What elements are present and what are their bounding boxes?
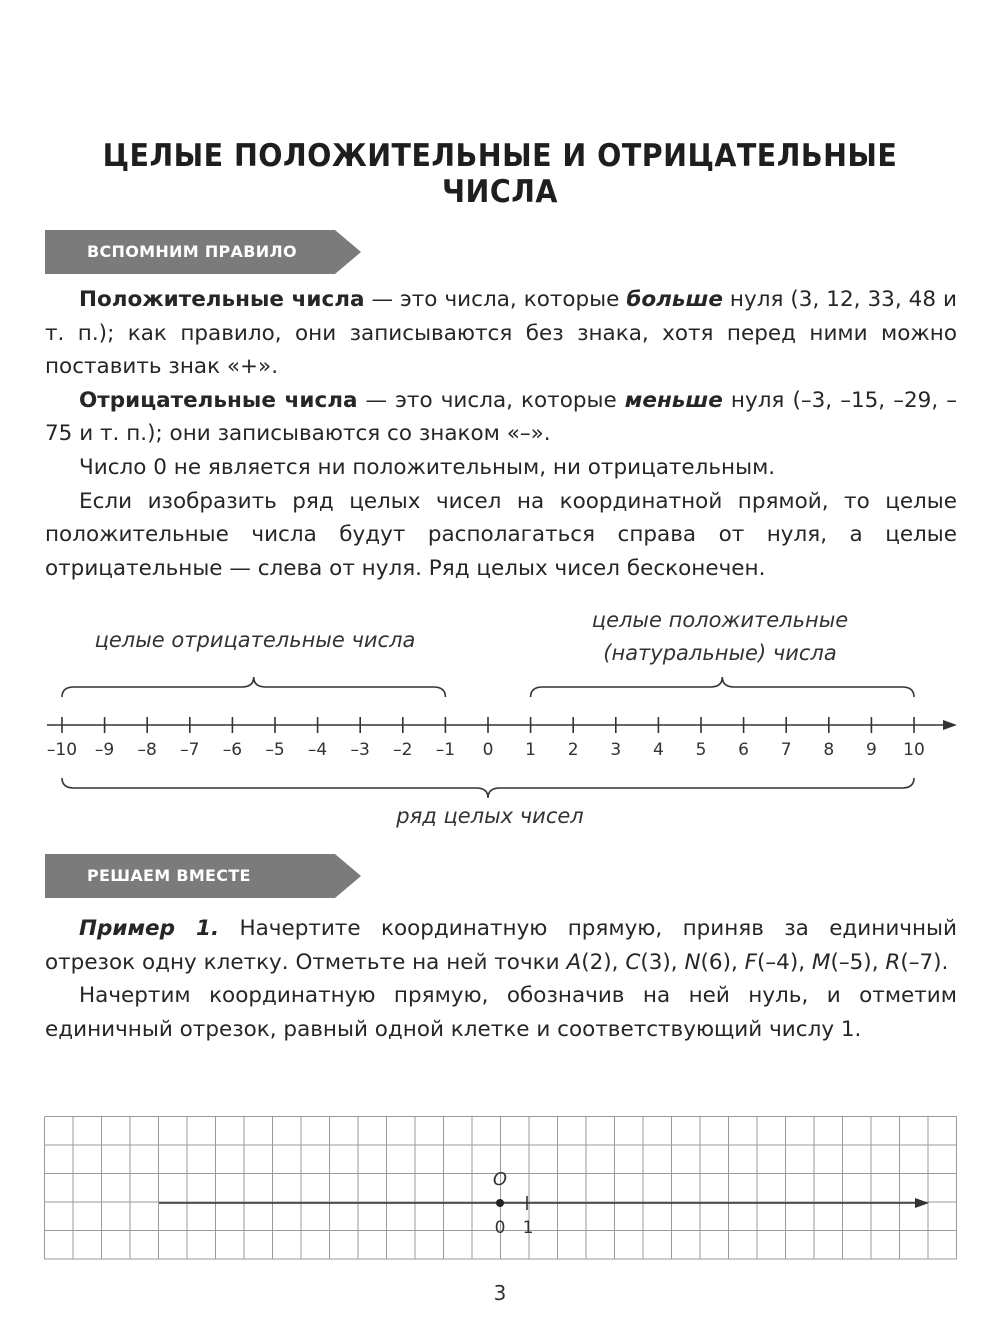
- term-negative: Отрицательные числа: [79, 387, 358, 413]
- grid-zero-label: 0: [494, 1218, 506, 1238]
- emphasis-less: меньше: [624, 387, 723, 413]
- term-positive: Положительные числа: [79, 287, 365, 312]
- number-line-tick-label: 8: [823, 740, 835, 760]
- number-line-tick-label: –4: [307, 740, 328, 760]
- number-line-diagram: [0, 675, 1000, 800]
- number-line-tick-label: 3: [610, 740, 622, 760]
- number-line-tick-label: 2: [567, 740, 579, 760]
- rule-paragraph-zero: Число 0 не является ни положительным, ни отрицательным.: [79, 454, 776, 480]
- grid-one-label: 1: [522, 1218, 534, 1238]
- number-line-tick-label: 5: [695, 740, 707, 760]
- number-line-tick-label: –7: [180, 740, 200, 760]
- number-line-tick-label: 0: [482, 740, 494, 760]
- rule-paragraph-positive: [45, 283, 957, 384]
- rule-p1-text1: — это числа, которые: [364, 287, 627, 312]
- rule-paragraph-negative: [45, 384, 957, 451]
- brace-all-integers: [62, 778, 914, 798]
- rule-text: [45, 283, 957, 585]
- section-banner-rule: [45, 230, 361, 274]
- number-line-tick-label: –8: [137, 740, 157, 760]
- number-line-tick-label: 7: [780, 740, 792, 760]
- example-points-list: [566, 950, 948, 975]
- point-letter: N: [684, 949, 701, 975]
- number-line-tick-label: –9: [94, 740, 115, 760]
- label-positive-numbers-line1: целые положительные: [591, 608, 849, 632]
- point-letter: M: [811, 949, 831, 975]
- rule-paragraph-line: Если изобразить ряд целых чисел на координатной прямой, то целые положительные числа будут располагаться справа от нуля, а целые отрицательные — слева от нуля. Ряд целых чисел бесконечен.: [45, 488, 957, 581]
- grid-origin-letter: O: [492, 1169, 508, 1190]
- page-title: ЦЕЛЫЕ ПОЛОЖИТЕЛЬНЫЕ И ОТРИЦАТЕЛЬНЫЕ ЧИСЛА: [102, 138, 898, 210]
- number-line-tick-label: –10: [46, 740, 78, 760]
- label-negative-numbers: целые отрицательные числа: [94, 628, 416, 652]
- rule-p2-text2: нуля (–3, –15, –29, –75 и т. п.); они записываются со знаком «–».: [45, 387, 957, 447]
- number-line-tick-label: –3: [350, 740, 370, 760]
- label-positive-numbers-line2: (натуральные) числа: [603, 641, 837, 665]
- number-line-tick-label: 10: [903, 740, 925, 760]
- brace-negative-numbers: [62, 677, 445, 697]
- grid-axis-arrowhead: [915, 1198, 929, 1208]
- example-paragraph: [45, 912, 957, 979]
- point-coordinate: (–7).: [900, 949, 949, 975]
- number-line-tick-label: 6: [738, 740, 750, 760]
- example-text: [45, 912, 957, 1046]
- example-task-text: Начертите координатную прямую, приняв за единичный отрезок одну клетку. Отметьте на ней точки: [45, 916, 958, 975]
- point-letter: F: [744, 949, 758, 975]
- emphasis-greater: больше: [626, 287, 723, 312]
- number-line-tick-label: 4: [652, 740, 664, 760]
- banner-together-label: РЕШАЕМ ВМЕСТЕ: [87, 866, 251, 885]
- rule-p2-text1: — это числа, которые: [357, 387, 625, 413]
- point-letter: A: [566, 949, 582, 975]
- example-label: Пример 1.: [79, 916, 220, 941]
- page-number: 3: [493, 1281, 507, 1305]
- label-all-integers: ряд целых чисел: [396, 804, 584, 828]
- grid-coordinate-line: [44, 1116, 958, 1262]
- example-solution-paragraph: Начертим координатную прямую, обозначив на ней нуль, и отметим единичный отрезок, равный одной клетке и соответствующий числу 1.: [45, 983, 957, 1042]
- number-line-arrowhead: [943, 720, 957, 730]
- point-coordinate: (6),: [700, 949, 745, 975]
- point-coordinate: (–4),: [757, 949, 812, 975]
- banner-rule-label: ВСПОМНИМ ПРАВИЛО: [87, 242, 297, 261]
- point-letter: R: [885, 949, 901, 975]
- point-letter: C: [625, 949, 641, 975]
- point-coordinate: (–5),: [830, 949, 886, 975]
- number-line-tick-label: 9: [865, 740, 877, 760]
- point-coordinate: (3),: [640, 949, 685, 975]
- section-banner-together: [45, 854, 361, 898]
- point-coordinate: (2),: [581, 949, 626, 975]
- brace-positive-numbers: [531, 677, 914, 697]
- number-line-tick-label: –2: [393, 740, 413, 760]
- number-line-tick-label: –6: [222, 740, 243, 760]
- grid-origin-point: [496, 1199, 504, 1207]
- number-line-tick-label: –1: [435, 740, 456, 760]
- rule-p1-text2: нуля (3, 12, 33, 48 и т. п.); как правило, они записываются без знака, хотя перед ними можно поставить знак «+».: [45, 287, 957, 380]
- number-line-tick-label: –5: [265, 740, 285, 760]
- number-line-tick-label: 1: [525, 740, 537, 760]
